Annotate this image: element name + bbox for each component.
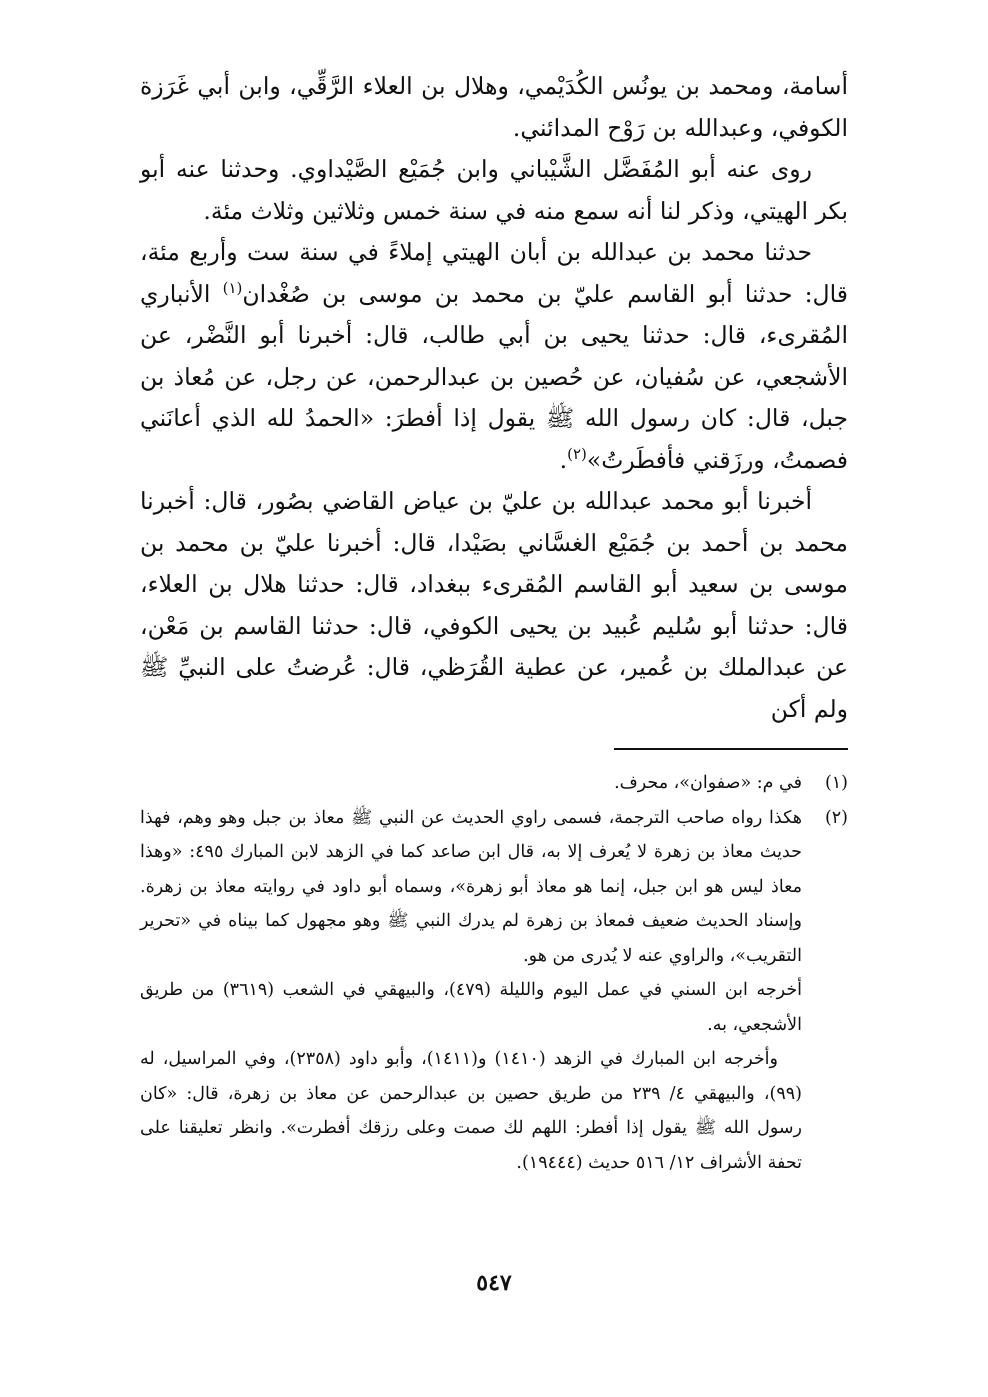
- paragraph-3-end: .: [559, 445, 568, 474]
- paragraph-3-text-b: الأنباري المُقرىء، قال: حدثنا يحيى بن أبي طالب، قال: أخبرنا أبو النَّضْر، عن الأشجعي، عن سُفيان، عن حُصين بن عبدالرحمن، عن رجل، عن مُعاذ بن جبل، قال: كان رسول الله ﷺ يقول إذا أفطرَ: «الحمدُ لله الذي أعانَني فصمتُ، ورزَقني فأفطَرتُ»: [140, 279, 848, 474]
- footnote-2-para-1: هكذا رواه صاحب الترجمة، فسمى راوي الحديث عن النبي ﷺ معاذ بن جبل وهو وهم، فهذا حديث معاذ بن زهرة لا يُعرف إلا به، قال ابن صاعد كما في الزهد لابن المبارك ٤٩٥: «وهذا معاذ ليس هو ابن جبل، إنما هو معاذ أبو زهرة»، وسماه أبو داود في روايته معاذ بن زهرة. وإسناد الحديث ضعيف فمعاذ بن زهرة لم يدرك النبي ﷺ وهو مجهول كما بيناه في «تحرير التقريب»، والراوي عنه لا يُدرى من هو.: [140, 807, 802, 966]
- paragraph-3-text-a: حدثنا محمد بن عبدالله بن أبان الهيتي إملاءً في سنة ست وأربع مئة، قال: حدثنا أبو القاسم عليّ بن محمد بن موسى بن صُغْدان: [140, 238, 849, 308]
- footnote-1-body: [140, 766, 802, 801]
- footnote-divider: [614, 748, 848, 750]
- paragraph-2: روى عنه أبو المُفَضَّل الشَّيْباني وابن جُمَيْع الصَّيْداوي. وحدثنا عنه أبو بكر الهيتي، وذكر لنا أنه سمع منه في سنة خمس وثلاثين وثلاث مئة.: [140, 155, 848, 225]
- footnote-2-number: (٢): [824, 807, 848, 828]
- footnote-1: [140, 766, 848, 801]
- footnotes: [140, 766, 848, 1180]
- footnote-2-para-2: أخرجه ابن السني في عمل اليوم والليلة (٤٧٩)، والبيهقي في الشعب (٣٦١٩) من طريق الأشجعي، به.: [140, 980, 802, 1035]
- footnote-ref-2[interactable]: (٢): [567, 444, 587, 463]
- footnote-1-number: (١): [824, 773, 848, 793]
- footnote-2-para-3: وأخرجه ابن المبارك في الزهد (١٤١٠) و(١٤١١)، وأبو داود (٢٣٥٨)، وفي المراسيل، له (٩٩)، والبيهقي ٤/ ٢٣٩ من طريق حصين بن عبدالرحمن عن معاذ بن زهرة، قال: «كان رسول الله ﷺ يقول إذا أفطر: اللهم لك صمت وعلى رزقك أفطرت». وانظر تعليقنا على تحفة الأشراف ١٢/ ٥١٦ حديث (١٩٤٤٤).: [140, 1049, 802, 1173]
- footnote-1-text: في م: «صفوان»، محرف.: [614, 773, 802, 793]
- footnote-2: [140, 801, 848, 1181]
- page-number: ٥٤٧: [476, 1270, 512, 1296]
- paragraph-4: أخبرنا أبو محمد عبدالله بن عليّ بن عياض القاضي بصُور، قال: أخبرنا محمد بن أحمد بن جُمَيْع الغسَّاني بصَيْدا، قال: أخبرنا عليّ بن محمد بن موسى بن سعيد أبو القاسم المُقرىء ببغداد، قال: حدثنا هلال بن العلاء، قال: حدثنا أبو سُليم عُبيد بن يحيى الكوفي، قال: حدثنا القاسم بن مَعْن، عن عبدالملك بن عُمير، عن عطية القُرَظي، قال: عُرضتُ على النبيِّ ﷺ ولم أكن: [140, 487, 848, 723]
- paragraph-1: أسامة، ومحمد بن يونُس الكُدَيْمي، وهلال بن العلاء الرَّقِّي، وابن أبي غَرَزة الكوفي، وعبدالله بن رَوْح المدائني.: [140, 72, 848, 142]
- main-text: [140, 66, 848, 730]
- paragraph-3: [140, 232, 848, 481]
- footnote-2-body: [140, 801, 802, 1181]
- footnote-ref-1[interactable]: (١): [222, 278, 243, 297]
